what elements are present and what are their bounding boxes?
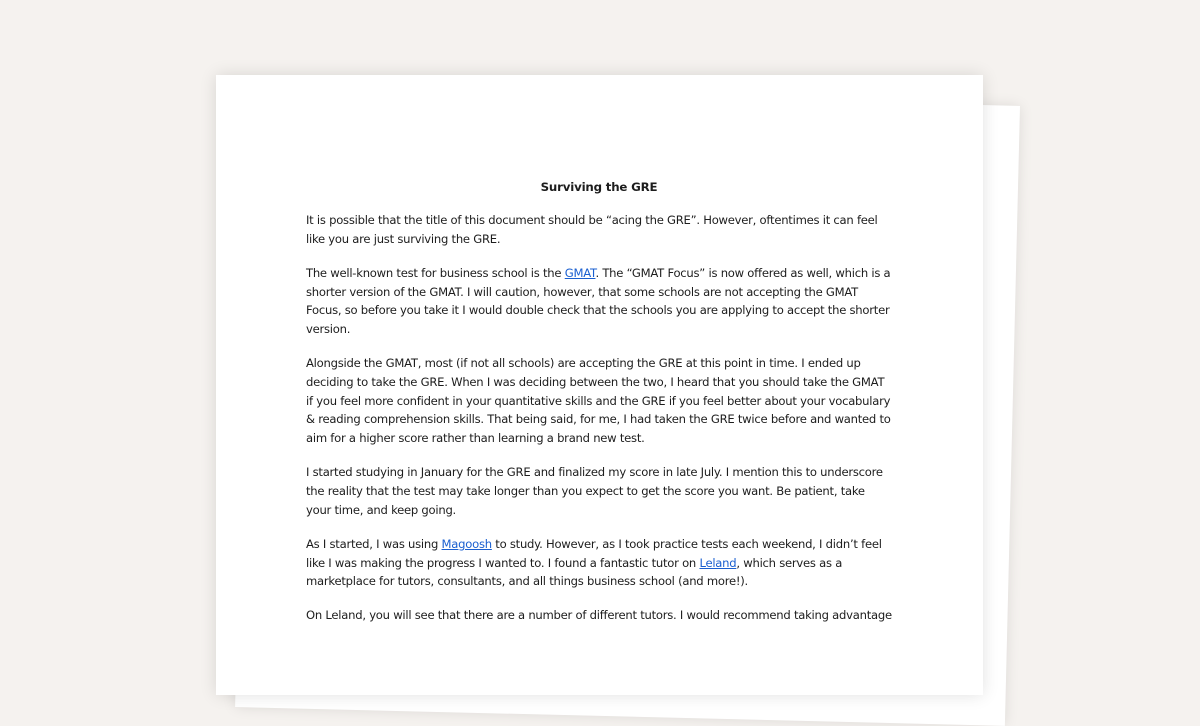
paragraph-text: The well-known test for business school is the <box>306 265 565 280</box>
leland-link[interactable]: Leland <box>699 555 737 570</box>
gmat-link[interactable]: GMAT <box>564 265 596 280</box>
paragraph-intro: It is possible that the title of this document should be “acing the GRE”. However, oftentimes it can feel like you are just surviving the GRE. <box>306 213 878 246</box>
magoosh-link[interactable]: Magoosh <box>441 536 492 551</box>
paragraph-text: As I started, I was using <box>306 536 442 551</box>
paragraph-timeline: I started studying in January for the GRE and finalized my score in late July. I mention this to underscore the reality that the test may take longer than you expect to get the score you want. Be patient, take your time, and keep going. <box>306 465 883 517</box>
paragraph-text: , which serves as a marketplace for tutors, consultants, and all things business school (and more!). <box>306 555 843 589</box>
paragraph-leland: On Leland, you will see that there are a number of different tutors. I would recommend taking advantage <box>306 608 892 623</box>
paragraph-text: . The “GMAT Focus” is now offered as well, which is a shorter version of the GMAT. I will caution, however, that some schools are not accepting the GMAT Focus, so before you take it I would double check that the schools you are applying to accept the shorter version. <box>306 265 891 337</box>
paragraph-text: to study. However, as I took practice tests each weekend, I didn’t feel like I was making the progress I wanted to. I found a fantastic tutor on <box>306 536 882 570</box>
paragraph-gmat <box>306 264 892 339</box>
paragraph-gre-choice: Alongside the GMAT, most (if not all schools) are accepting the GRE at this point in time. I ended up deciding to take the GRE. When I was deciding between the two, I heard that you should take the GMAT if you feel more confident in your quantitative skills and the GRE if you feel better about your vocabulary & reading comprehension skills. That being said, for me, I had taken the GRE twice before and wanted to aim for a higher score rather than learning a brand new test. <box>306 356 891 446</box>
document-body <box>306 179 892 641</box>
paragraph-tutoring <box>306 535 892 591</box>
document-title: Surviving the GRE <box>540 180 658 194</box>
document-page <box>216 75 983 695</box>
